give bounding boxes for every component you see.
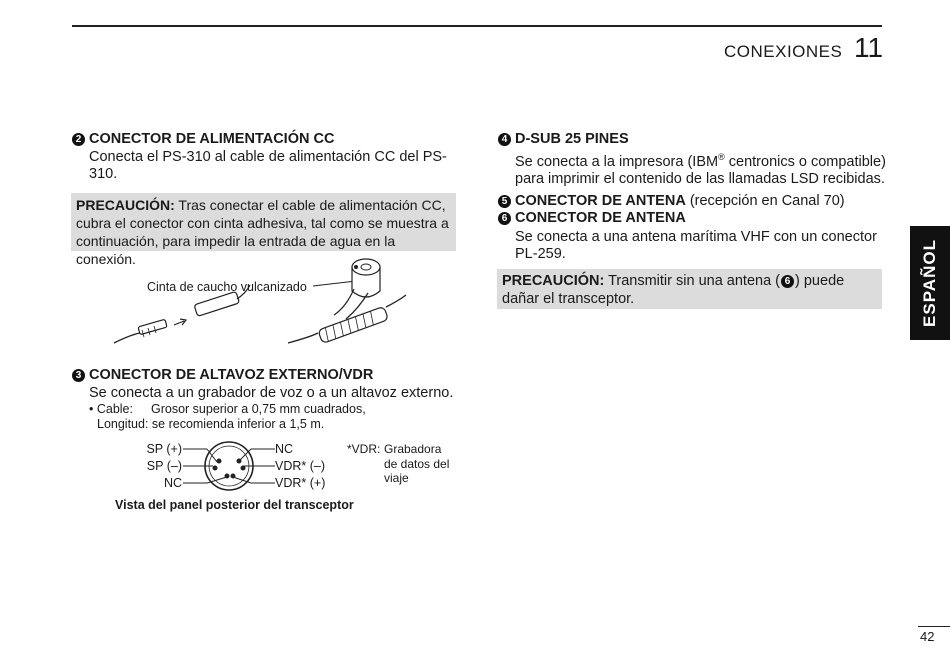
pin-label-vdr-plus: VDR* (+) xyxy=(275,476,326,490)
connector-tape-illustration xyxy=(110,255,410,355)
item-ref-badge: 6 xyxy=(781,275,794,288)
vdr-note xyxy=(347,442,380,457)
external-speaker-description: Se conecta a un grabador de voz o a un altavoz externo. xyxy=(89,385,454,401)
vdr-note-line: de datos del xyxy=(384,456,450,471)
caution-text: dañar el transceptor. xyxy=(502,291,635,307)
spec-value: Grosor superior a 0,75 mm cuadrados, xyxy=(150,402,366,416)
heading-text: CONECTOR DE ANTENA xyxy=(515,193,686,209)
vdr-note-line: Grabadora xyxy=(384,442,442,456)
spec-label: • Cable: xyxy=(89,402,133,416)
spec-value: Longitud: se recomienda inferior a 1,5 m. xyxy=(97,417,325,431)
registered-mark: ® xyxy=(718,152,725,162)
pinout-caption: Vista del panel posterior del transceptor xyxy=(115,498,354,512)
item-number-badge: 3 xyxy=(72,369,85,382)
chapter-number: 11 xyxy=(854,32,884,63)
description-line: Conecta el PS-310 al cable de alimentación CC del PS- xyxy=(89,149,447,165)
plug-female xyxy=(194,291,240,316)
caution-text: continuación, para impedir la entrada de agua en la conexión. xyxy=(76,233,396,267)
antenna-connector-heading xyxy=(498,210,686,226)
heading-text: CONECTOR DE ALTAVOZ EXTERNO/VDR xyxy=(89,367,374,383)
external-speaker-connector-heading xyxy=(72,367,373,383)
pin-label-nc: NC xyxy=(163,476,182,490)
pin xyxy=(217,459,222,464)
page-number: 42 xyxy=(920,629,935,644)
caution-text: ) puede xyxy=(795,273,845,289)
connect-arrow xyxy=(174,319,186,325)
pin-labels-left xyxy=(145,442,182,493)
dc-power-description xyxy=(89,149,447,183)
caution-text: Tras conectar el cable de alimentación CC, xyxy=(174,197,446,213)
pin xyxy=(213,466,218,471)
pin xyxy=(241,466,246,471)
heading-text: CONECTOR DE ANTENA xyxy=(515,210,686,226)
dsub-description xyxy=(515,149,886,188)
antenna-description xyxy=(515,229,877,263)
tape-label: Cinta de caucho vulcanizado xyxy=(147,280,307,294)
pin-labels-right xyxy=(275,442,325,493)
pin-label-vdr-minus: VDR* (–) xyxy=(275,459,326,473)
description-line: para imprimir el contenido de las llamadas LSD recibidas. xyxy=(515,170,885,187)
language-tab-label: ESPAÑOL xyxy=(920,239,939,327)
pin-label-nc: NC xyxy=(275,442,294,456)
antenna-connector-ch70-heading xyxy=(498,193,845,210)
pin-connector-diagram xyxy=(183,440,275,496)
footer-rule xyxy=(918,626,950,627)
caution-box-tape xyxy=(71,193,456,267)
cable-spec xyxy=(89,402,366,432)
caution-box-antenna xyxy=(497,269,882,309)
language-tab xyxy=(910,226,950,340)
item-number-badge: 6 xyxy=(498,212,511,225)
caution-label: PRECAUCIÓN: xyxy=(502,273,605,289)
pin xyxy=(225,474,230,479)
description-line: 310. xyxy=(89,166,118,182)
dsub-heading xyxy=(498,131,629,147)
pin xyxy=(237,459,242,464)
caution-text: cubra el conector con cinta adhesiva, tal como se muestra a xyxy=(76,215,449,231)
pin-label-sp-minus: SP (–) xyxy=(146,459,182,473)
vdr-note-text xyxy=(384,442,449,486)
vdr-note-line: viaje xyxy=(384,471,409,485)
cable-left xyxy=(114,333,140,343)
heading-text: CONECTOR DE ALIMENTACIÓN CC xyxy=(89,131,335,147)
description-text: Se conecta a la impresora (IBM xyxy=(515,153,719,170)
header-rule xyxy=(72,25,882,27)
pin-label-sp-plus: SP (+) xyxy=(146,442,182,456)
dc-power-connector-heading xyxy=(72,131,334,147)
caution-label: PRECAUCIÓN: xyxy=(76,197,175,213)
caution-text: Transmitir sin una antena ( xyxy=(604,273,781,289)
description-line: PL-259. xyxy=(515,246,566,262)
item-number-badge: 2 xyxy=(72,133,85,146)
heading-text: D-SUB 25 PINES xyxy=(515,131,629,147)
item-number-badge: 4 xyxy=(498,133,511,146)
item-number-badge: 5 xyxy=(498,195,511,208)
pin xyxy=(231,474,236,479)
vdr-note-label: *VDR: xyxy=(347,442,381,456)
description-text: centronics o compatible) xyxy=(724,153,886,170)
section-title: CONEXIONES xyxy=(724,42,843,61)
description-line: Se conecta a una antena marítima VHF con un conector xyxy=(515,229,877,245)
heading-suffix: (recepción en Canal 70) xyxy=(685,193,845,209)
